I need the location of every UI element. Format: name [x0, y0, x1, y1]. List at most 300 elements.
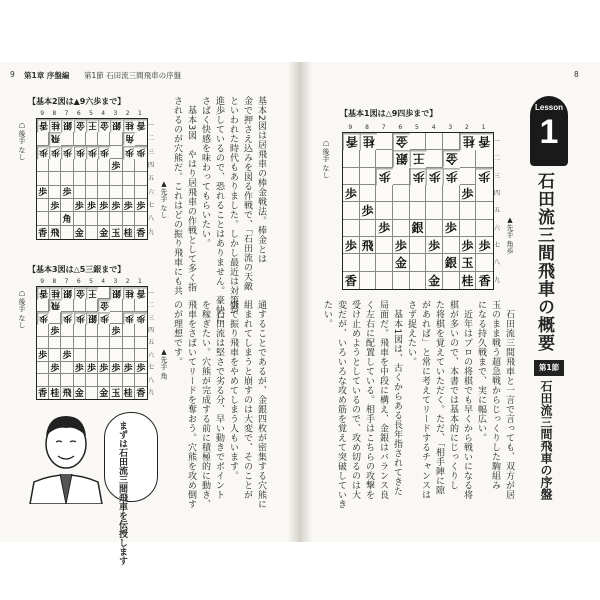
text-column: があれば」と常に考えてリードするチャンスは [420, 300, 430, 500]
rank-label: 三 [494, 172, 501, 180]
text-column: 近年はプロの将棋でも早くから戦いになる将 [462, 300, 472, 500]
figure2-gote-label: ☖後手 [18, 122, 26, 144]
board-square [98, 212, 110, 225]
rank-label: 二 [148, 302, 155, 310]
shogi-piece: 金 [98, 387, 110, 399]
board-square [110, 337, 122, 349]
text-column: のが理想です。 [172, 300, 182, 367]
lesson-badge [530, 96, 568, 166]
board-square [135, 337, 147, 349]
shogi-piece: 銀 [410, 220, 427, 237]
board-square [61, 199, 73, 212]
shogi-piece: 王 [410, 150, 427, 167]
board-square [49, 186, 61, 199]
text-column: 石田流は堅さで劣る分、早い動きでポイント [214, 300, 224, 500]
figure1-rank-labels [494, 132, 500, 288]
shogi-piece: 香 [135, 119, 147, 132]
file-label: 1 [137, 278, 142, 285]
board-square [426, 254, 443, 271]
figure3-shogi-board [36, 286, 148, 400]
shogi-piece: 歩 [123, 146, 135, 159]
shogi-piece: 歩 [98, 146, 110, 159]
shogi-piece: 王 [86, 287, 98, 299]
board-square [443, 133, 460, 150]
board-square [135, 212, 147, 225]
board-square [410, 254, 427, 271]
shogi-piece: 香 [478, 273, 491, 288]
chapter-title: 石田流三間飛車の概要 [534, 172, 554, 352]
board-square [61, 299, 73, 311]
shogi-piece: 歩 [110, 199, 122, 212]
figure1-gote-value: なし [322, 164, 330, 179]
board-square [98, 349, 110, 361]
board-square [37, 199, 49, 212]
figure2-sente-label: ▲先手 [160, 180, 168, 202]
file-label: 3 [113, 278, 118, 285]
file-label: 5 [89, 278, 93, 285]
shogi-piece: 銀 [61, 119, 73, 132]
board-square [343, 220, 360, 237]
shogi-piece: 香 [476, 133, 493, 150]
board-square [98, 132, 110, 145]
board-square [443, 202, 460, 219]
shogi-piece: 飛 [360, 237, 377, 254]
shogi-piece: 香 [343, 133, 360, 150]
text-column: といわれた時代もありました。しかし最近は対策が [228, 96, 238, 315]
shogi-piece: 歩 [135, 312, 147, 324]
rank-label: 六 [148, 188, 155, 196]
board-square [135, 349, 147, 361]
rank-label: 一 [494, 138, 501, 146]
board-square [61, 172, 73, 185]
board-square [86, 299, 98, 311]
shogi-piece: 銀 [443, 254, 460, 271]
board-square [360, 220, 377, 237]
board-square [110, 299, 122, 311]
text-column: 玉のまま戦う超急戦からじっくりした駒組み [490, 300, 500, 490]
shogi-piece: 桂 [123, 287, 135, 299]
shogi-piece: 歩 [37, 146, 49, 159]
shogi-piece: 桂 [460, 133, 477, 150]
board-square [74, 349, 86, 361]
rank-label: 七 [148, 364, 155, 372]
text-column: 受け止めようとしているので、攻め切るのは大 [350, 300, 360, 500]
board-square [343, 150, 360, 167]
shogi-piece: 金 [74, 287, 86, 299]
left-body-text-upper [170, 96, 268, 324]
board-square [110, 349, 122, 361]
speech-bubble-text: まずは石田流三間飛車を伝授します [117, 421, 127, 565]
text-column: さず捉えたい。 [406, 300, 416, 367]
figure1-sente-hand [506, 216, 514, 254]
board-square [443, 272, 460, 289]
board-square [74, 186, 86, 199]
board-square [49, 172, 61, 185]
shogi-piece: 歩 [343, 185, 360, 202]
shogi-piece: 香 [37, 119, 49, 132]
rank-label: 四 [148, 162, 155, 170]
board-square [49, 349, 61, 361]
figure1-shogi-board [342, 132, 494, 290]
right-page-number: 8 [574, 70, 579, 79]
rank-label: 九 [148, 389, 155, 397]
shogi-piece: 銀 [61, 287, 73, 299]
shogi-piece: 歩 [74, 199, 86, 212]
shogi-piece: 歩 [74, 312, 86, 324]
figure3-gote-value: なし [18, 314, 26, 329]
board-square [61, 159, 73, 172]
text-column: さばく快感を味わってもらいたい。 [200, 96, 210, 248]
board-square [110, 146, 122, 159]
figure2-rank-labels [148, 118, 154, 238]
board-square [410, 185, 427, 202]
figure1-gote-hand [322, 140, 330, 178]
shogi-piece: 金 [426, 272, 443, 289]
shogi-piece: 香 [135, 287, 147, 299]
file-label: 7 [64, 278, 69, 285]
board-square [460, 168, 477, 185]
shogi-piece: 歩 [61, 312, 73, 324]
figure2-sente-hand [160, 180, 168, 218]
text-column: 基本1図は、古くからある長年指されてきた [392, 300, 402, 497]
shogi-piece: 香 [343, 272, 360, 289]
shogi-piece: 歩 [135, 362, 147, 374]
board-square [410, 133, 427, 150]
board-square [86, 186, 98, 199]
shogi-piece: 金 [74, 226, 86, 239]
board-square [135, 299, 147, 311]
shogi-piece: 歩 [460, 237, 477, 254]
board-square [86, 212, 98, 225]
board-square [49, 312, 61, 324]
shogi-piece: 歩 [360, 202, 377, 219]
board-square [376, 202, 393, 219]
file-label: 3 [448, 124, 453, 131]
board-square [37, 212, 49, 225]
board-square [360, 185, 377, 202]
text-column: 局面だ。飛車を中段に構え、金銀はバランス良 [378, 300, 388, 500]
board-square [98, 287, 110, 299]
board-square [426, 185, 443, 202]
board-square [86, 374, 98, 386]
board-square [98, 374, 110, 386]
board-square [110, 212, 122, 225]
board-square [49, 374, 61, 386]
text-column: 棋が多いので、本書では基本的にじっくりし [448, 300, 458, 490]
board-square [360, 272, 377, 289]
file-label: 9 [40, 278, 45, 285]
file-label: 2 [125, 110, 130, 117]
rank-label: 八 [148, 215, 155, 223]
shogi-piece: 桂 [49, 387, 61, 399]
file-label: 2 [465, 124, 469, 131]
board-square [123, 374, 135, 386]
shogi-piece: 歩 [393, 237, 410, 254]
board-square [86, 349, 98, 361]
board-square [376, 237, 393, 254]
board-square [98, 337, 110, 349]
shogi-piece: 香 [37, 387, 49, 399]
shogi-piece: 歩 [110, 362, 122, 374]
board-square [110, 312, 122, 324]
board-square [123, 186, 135, 199]
shogi-piece: 歩 [37, 349, 49, 361]
file-label: 8 [52, 110, 57, 117]
board-square [123, 337, 135, 349]
shogi-piece: 角 [61, 212, 73, 225]
board-square [74, 132, 86, 145]
board-square [110, 186, 122, 199]
shogi-piece: 歩 [135, 199, 147, 212]
text-column: 嫌で振り飛車をやめてしまう人もいます。 [228, 300, 238, 481]
shogi-piece: 桂 [123, 387, 135, 399]
board-square [74, 337, 86, 349]
left-body-text-lower [170, 300, 268, 509]
file-label: 6 [76, 110, 81, 117]
shogi-piece: 飛 [49, 299, 61, 311]
board-square [393, 272, 410, 289]
figure3-sente-label: ▲先手 [160, 348, 168, 370]
file-label: 5 [415, 124, 419, 131]
section-header: 第1節 石田流三間飛車の序盤 [84, 71, 182, 80]
board-square [360, 168, 377, 185]
text-column: たい。 [322, 300, 332, 329]
board-square [135, 186, 147, 199]
board-square [61, 362, 73, 374]
board-square [86, 172, 98, 185]
text-column: 通することであるが、金銀四枚が密集する穴熊に [256, 300, 266, 509]
left-page-number: 9 [10, 70, 15, 79]
board-square [86, 337, 98, 349]
board-square [61, 324, 73, 336]
board-square [98, 186, 110, 199]
text-column: 基本2図は居飛車の棒金戦法。棒金とは [256, 96, 266, 264]
shogi-piece: 銀 [110, 119, 122, 132]
board-square [86, 387, 98, 399]
shogi-piece: 香 [37, 226, 49, 239]
figure2-file-labels [36, 110, 146, 117]
shogi-piece: 歩 [37, 186, 49, 199]
rank-label: 八 [494, 259, 501, 267]
shogi-piece: 歩 [476, 237, 493, 254]
board-square [376, 185, 393, 202]
file-label: 5 [89, 110, 93, 117]
shogi-piece: 歩 [74, 362, 86, 374]
shogi-piece: 歩 [61, 349, 73, 361]
text-column: を稼ぎたい。穴熊が完成する前に積極的に動き、 [200, 300, 210, 509]
board-square [426, 133, 443, 150]
shogi-piece: 歩 [86, 362, 98, 374]
board-square [37, 324, 49, 336]
file-label: 6 [398, 124, 403, 131]
shogi-piece: 金 [443, 150, 460, 167]
figure2-caption: 【基本2図は▲9六歩まで】 [28, 97, 126, 106]
figure2-shogi-board [36, 118, 148, 240]
board-square [443, 237, 460, 254]
board-square [37, 172, 49, 185]
shogi-piece: 香 [136, 228, 146, 239]
board-square [135, 374, 147, 386]
board-square [476, 220, 493, 237]
shogi-piece: 桂 [123, 226, 135, 239]
file-label: 9 [348, 124, 353, 131]
figure1-caption: 【基本1図は△9四歩まで】 [340, 109, 438, 118]
board-square [476, 202, 493, 219]
figure2-gote-value: なし [18, 146, 26, 161]
board-square [476, 150, 493, 167]
rank-label: 三 [148, 314, 155, 322]
board-square [360, 254, 377, 271]
shogi-piece: 歩 [426, 237, 443, 254]
text-column: になる持久戦まで、実に幅広い。 [476, 300, 486, 443]
shogi-piece: 歩 [49, 362, 61, 374]
file-label: 4 [101, 110, 106, 117]
shogi-piece: 歩 [37, 312, 49, 324]
board-square [61, 374, 73, 386]
figure3-sente-value: 角 [160, 372, 168, 380]
board-square [98, 324, 110, 336]
text-column: 変だが、いろいろな攻め筋を覚えて突破していき [336, 300, 346, 509]
rank-label: 七 [148, 202, 155, 210]
board-square [476, 185, 493, 202]
figure3-file-labels [36, 278, 146, 285]
shogi-piece: 金 [74, 387, 86, 399]
file-label: 8 [365, 124, 369, 131]
file-label: 1 [137, 110, 142, 117]
right-body-text [320, 300, 516, 509]
text-column: く左右に配置している。相手はこちらの攻撃を [364, 300, 374, 500]
shogi-piece: 歩 [123, 199, 135, 212]
shogi-piece: 歩 [123, 362, 135, 374]
shogi-piece: 飛 [49, 226, 61, 239]
rank-label: 三 [148, 148, 155, 156]
file-label: 4 [101, 278, 106, 285]
text-column: 組まれてしまうと崩すのは大変で、そのことが [242, 300, 252, 500]
file-label: 9 [40, 110, 45, 117]
board-square [49, 159, 61, 172]
shogi-piece: 歩 [49, 199, 61, 212]
figure1-file-labels [342, 124, 492, 131]
board-square [343, 168, 360, 185]
shogi-piece: 歩 [343, 237, 360, 254]
text-column: 進歩しているので、恐れることはありません。豪快に [214, 96, 224, 324]
figure3-gote-label: ☖後手 [18, 290, 26, 312]
board-square [110, 374, 122, 386]
figure1-gote-label: ☖後手 [322, 140, 330, 162]
board-square [476, 254, 493, 271]
board-square [110, 132, 122, 145]
text-column: た将棋を覚えていただく。ただ、「相手陣に隙 [434, 300, 444, 495]
file-label: 7 [381, 124, 386, 131]
shogi-piece: 金 [98, 226, 110, 239]
board-square [426, 220, 443, 237]
figure3-rank-labels [148, 286, 154, 398]
figure2-gote-hand [18, 122, 26, 160]
board-square [86, 226, 98, 239]
rank-label: 一 [148, 122, 155, 130]
shogi-piece: 歩 [61, 146, 73, 159]
file-label: 8 [52, 278, 57, 285]
board-square [86, 159, 98, 172]
speech-bubble [104, 412, 158, 565]
board-square [74, 172, 86, 185]
shogi-piece: 歩 [443, 220, 460, 237]
lesson-label: Lesson [534, 103, 563, 112]
board-square [37, 159, 49, 172]
shogi-piece: 歩 [135, 146, 147, 159]
board-square [123, 299, 135, 311]
shogi-piece: 歩 [61, 186, 73, 199]
shogi-piece: 金 [74, 119, 86, 132]
shogi-piece: 香 [136, 389, 146, 399]
shogi-piece: 銀 [110, 287, 122, 299]
shogi-piece: 歩 [410, 168, 427, 185]
board-square [37, 362, 49, 374]
shogi-piece: 飛 [61, 387, 73, 399]
shogi-piece: 金 [393, 133, 410, 150]
figure1-sente-value: 角歩 [506, 240, 514, 255]
section-title: 石田流三間飛車の序盤 [539, 380, 553, 500]
board-square [343, 202, 360, 219]
shogi-piece: 玉 [110, 226, 122, 239]
shogi-piece: 歩 [426, 168, 443, 185]
board-square [460, 202, 477, 219]
shogi-piece: 歩 [49, 146, 61, 159]
rank-label: 九 [148, 228, 155, 236]
shogi-piece: 金 [393, 254, 410, 271]
rank-label: 六 [148, 351, 155, 359]
board-square [74, 299, 86, 311]
text-column: 飛車をさばいてリードを奪おう。穴熊を攻め倒す [186, 300, 196, 509]
board-square [393, 202, 410, 219]
shogi-piece: 銀 [393, 150, 410, 167]
shogi-piece: 歩 [86, 199, 98, 212]
file-label: 2 [125, 278, 130, 285]
rank-label: 二 [148, 135, 155, 143]
shogi-piece: 歩 [110, 324, 122, 336]
board-square [376, 272, 393, 289]
file-label: 3 [113, 110, 118, 117]
shogi-piece: 歩 [86, 146, 98, 159]
board-square [37, 132, 49, 145]
shogi-piece: 王 [86, 119, 98, 132]
rank-label: 九 [494, 276, 501, 284]
shogi-piece: 桂 [460, 272, 477, 289]
shogi-piece: 金 [98, 299, 110, 311]
shogi-piece: 玉 [110, 387, 122, 399]
board-square [37, 299, 49, 311]
section-badge: 第1節 [534, 360, 564, 376]
board-square [61, 132, 73, 145]
board-square [393, 220, 410, 237]
figure3-caption: 【基本3図は△5三銀まで】 [28, 265, 126, 274]
board-square [74, 324, 86, 336]
shogi-piece: 歩 [110, 159, 122, 172]
file-label: 6 [76, 278, 81, 285]
board-square [460, 220, 477, 237]
board-square [135, 132, 147, 145]
shogi-piece: 歩 [376, 220, 393, 237]
board-square [443, 185, 460, 202]
shogi-piece: 歩 [460, 185, 477, 202]
board-square [49, 337, 61, 349]
shogi-piece: 桂 [123, 119, 135, 132]
text-column: 金で押さえ込みを図る作戦で、「石田流の天敵 [242, 96, 252, 291]
shogi-piece: 飛 [49, 132, 61, 145]
shogi-piece: 香 [37, 287, 49, 299]
shogi-piece: 歩 [98, 362, 110, 374]
shogi-piece: 桂 [49, 119, 61, 132]
